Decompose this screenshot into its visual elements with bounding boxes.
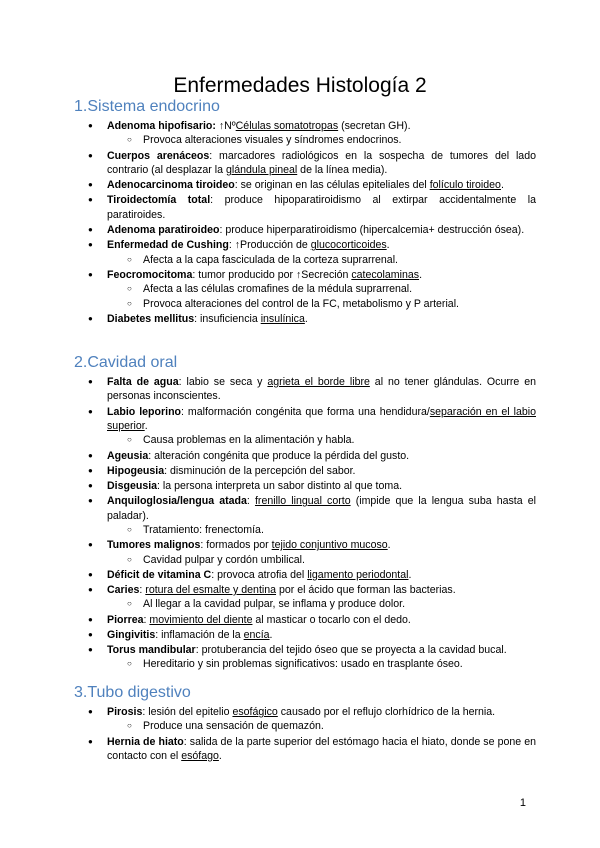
term-label: Tumores malignos xyxy=(107,539,201,552)
term-label: Adenoma paratiroideo xyxy=(107,224,220,237)
underlined-term: movimiento del diente xyxy=(149,613,253,626)
bullet-list xyxy=(74,705,536,763)
text-segment: . xyxy=(387,539,391,552)
list-item xyxy=(74,464,536,478)
term-label: Falta de agua xyxy=(107,376,179,388)
sub-list-item xyxy=(107,297,536,311)
text-segment: Provoca alteraciones del control de la FC, metabolismo y P arterial. xyxy=(143,297,459,310)
sub-list xyxy=(107,253,536,267)
list-item xyxy=(74,193,536,222)
term-label: Feocromocitoma xyxy=(107,268,193,281)
underlined-term: esofágico xyxy=(232,706,278,718)
list-item xyxy=(74,405,536,448)
underlined-term: glucocorticoides xyxy=(310,239,387,252)
text-segment: . xyxy=(269,628,273,641)
underlined-term: folículo tiroideo xyxy=(429,179,501,192)
underlined-term: ligamento periodontal xyxy=(307,568,409,581)
sub-list-item xyxy=(107,523,536,537)
sub-list xyxy=(107,719,536,733)
sub-list xyxy=(107,553,536,567)
text-segment: : marcadores radiológicos en la sospecha de tumores del lado contrario (al desplazar la xyxy=(107,149,536,177)
section-heading: 1.Sistema endocrino xyxy=(74,98,220,115)
text-segment: . xyxy=(144,420,148,433)
text-segment: Afecta a la capa fasciculada de la corteza suprarrenal. xyxy=(143,253,398,266)
list-item xyxy=(74,268,536,311)
list-item xyxy=(74,223,536,237)
sub-list xyxy=(107,282,536,311)
underlined-term: frenillo lingual corto xyxy=(254,495,351,508)
list-item xyxy=(74,705,536,734)
underlined-term: catecolaminas xyxy=(351,268,420,281)
text-segment: (secretan GH). xyxy=(338,120,411,132)
text-segment: : xyxy=(246,495,255,508)
underlined-term: agrieta el borde libre xyxy=(267,376,370,388)
text-segment: . xyxy=(408,568,412,581)
term-label: Anquiloglosia/lengua atada xyxy=(107,495,247,508)
text-segment: : inflamación de la xyxy=(155,628,244,641)
term-label: Déficit de vitamina C xyxy=(107,568,212,581)
term-label: Ageusia xyxy=(107,449,149,462)
underlined-term: tejido conjuntivo mucoso xyxy=(271,539,388,552)
text-segment: : la persona interpreta un sabor distinto al que toma. xyxy=(157,480,403,493)
sub-list-item xyxy=(107,133,536,147)
sub-list-item xyxy=(107,253,536,267)
text-segment: : produce hipoparatiroidismo al extirpar accidentalmente la paratiroides. xyxy=(107,194,536,221)
list-item xyxy=(74,238,536,267)
list-item xyxy=(74,735,536,764)
term-label: Diabetes mellitus xyxy=(107,312,195,325)
term-label: Hernia de hiato xyxy=(107,735,184,748)
bullet-list xyxy=(74,375,536,672)
text-segment: : provoca atrofia del xyxy=(211,568,308,581)
list-item xyxy=(74,583,536,612)
text-segment: Cavidad pulpar y cordón umbilical. xyxy=(143,553,305,566)
list-item xyxy=(74,479,536,493)
underlined-term: rotura del esmalte y dentina xyxy=(145,584,277,597)
text-segment: ↑Nº xyxy=(215,120,236,132)
sub-list xyxy=(107,657,536,671)
text-segment: : se originan en las células epiteliales del xyxy=(234,179,430,192)
sub-list-item xyxy=(107,282,536,296)
text-segment: Hereditario y sin problemas significativos: usado en trasplante óseo. xyxy=(143,658,463,671)
text-segment: Produce una sensación de quemazón. xyxy=(143,720,324,733)
text-segment: . xyxy=(304,312,308,325)
list-item xyxy=(74,449,536,463)
underlined-term: insulínica xyxy=(260,312,305,325)
sub-list xyxy=(107,433,536,447)
term-label: Cuerpos arenáceos xyxy=(107,149,210,162)
list-item xyxy=(74,375,536,404)
term-label: Disgeusia xyxy=(107,480,158,493)
term-label: Torus mandibular xyxy=(107,644,196,657)
sub-list-item xyxy=(107,433,536,447)
text-segment: . xyxy=(419,268,423,281)
section-cavidad-oral xyxy=(74,354,536,673)
text-segment: Afecta a las células cromafines de la médula suprarrenal. xyxy=(143,283,413,296)
list-item xyxy=(74,494,536,537)
text-segment: : formados por xyxy=(200,539,272,552)
text-segment: al masticar o tocarlo con el dedo. xyxy=(252,613,411,626)
list-item xyxy=(74,643,536,672)
text-segment: Al llegar a la cavidad pulpar, se inflama y produce dolor. xyxy=(143,598,406,611)
section-heading: 2.Cavidad oral xyxy=(74,354,178,371)
underlined-term: glándula pineal xyxy=(225,164,298,177)
text-segment: (impide que la lengua suba hasta el paladar). xyxy=(107,495,536,522)
text-segment: : insuficiencia xyxy=(194,312,261,325)
text-segment: : ↑Producción de xyxy=(228,239,311,252)
text-segment: : malformación congénita que forma una hendidura/ xyxy=(181,405,430,418)
document-title: Enfermedades Histología 2 xyxy=(173,74,427,97)
list-item xyxy=(74,628,536,642)
text-segment: Tratamiento: frenectomía. xyxy=(143,524,264,537)
term-label: Tiroidectomía total xyxy=(107,194,211,207)
text-segment: de la línea media). xyxy=(297,164,388,177)
sub-list-item xyxy=(107,657,536,671)
section-sistema-endocrino xyxy=(74,98,536,327)
sub-list-item xyxy=(107,553,536,567)
text-segment: Provoca alteraciones visuales y síndromes endocrinos. xyxy=(143,134,402,147)
text-segment: : xyxy=(139,584,146,597)
list-item xyxy=(74,312,536,326)
term-label: Piorrea xyxy=(107,613,144,626)
text-segment: . xyxy=(500,179,504,192)
text-segment: . xyxy=(218,750,222,763)
text-segment: Causa problemas en la alimentación y habla. xyxy=(143,434,355,447)
text-segment: : xyxy=(143,613,150,626)
sub-list xyxy=(107,523,536,537)
section-heading: 3.Tubo digestivo xyxy=(74,684,191,701)
term-label: Pirosis xyxy=(107,706,143,718)
term-label: Gingivitis xyxy=(107,628,156,641)
text-segment: : tumor producido por ↑Secreción xyxy=(192,268,352,281)
underlined-term: esófago xyxy=(181,750,219,763)
text-segment: : disminución de la percepción del sabor. xyxy=(164,464,356,477)
term-label: Caries xyxy=(107,584,140,597)
sub-list xyxy=(107,133,536,147)
text-segment: : salida de la parte superior del estómago hacia el hiato, donde se pone en contacto con el xyxy=(107,735,536,763)
list-item xyxy=(74,178,536,192)
term-label: Adenoma hipofisario: xyxy=(107,120,216,132)
list-item xyxy=(74,119,536,148)
section-tubo-digestivo xyxy=(74,684,536,764)
term-label: Adenocarcinoma tiroideo xyxy=(107,179,235,192)
page-number: 1 xyxy=(519,797,526,809)
underlined-term: Células somatotropas xyxy=(235,120,339,132)
text-segment: : protuberancia del tejido óseo que se proyecta a la cavidad bucal. xyxy=(195,644,507,657)
text-segment: . xyxy=(386,239,390,252)
list-item xyxy=(74,613,536,627)
text-segment: al no tener glándulas. Ocurre en personas inconscientes. xyxy=(107,376,536,403)
text-segment: : lesión del epitelio xyxy=(142,706,233,718)
term-label: Enfermedad de Cushing xyxy=(107,239,229,252)
list-item xyxy=(74,149,536,178)
sub-list-item xyxy=(107,719,536,733)
list-item xyxy=(74,538,536,567)
term-label: Hipogeusia xyxy=(107,464,165,477)
text-segment: por el ácido que forman las bacterias. xyxy=(276,584,456,597)
underlined-term: separación en el labio superior xyxy=(107,405,536,433)
sub-list-item xyxy=(107,597,536,611)
text-segment: : produce hiperparatiroidismo (hipercalcemia+ destrucción ósea). xyxy=(219,224,525,237)
text-segment: causado por el reflujo clorhídrico de la hernia. xyxy=(277,706,496,718)
list-item xyxy=(74,568,536,582)
text-segment: : labio se seca y xyxy=(178,376,268,388)
sub-list xyxy=(107,597,536,611)
text-segment: : alteración congénita que produce la pérdida del gusto. xyxy=(148,449,410,462)
underlined-term: encía xyxy=(243,628,270,641)
term-label: Labio leporino xyxy=(107,405,182,418)
bullet-list xyxy=(74,119,536,326)
